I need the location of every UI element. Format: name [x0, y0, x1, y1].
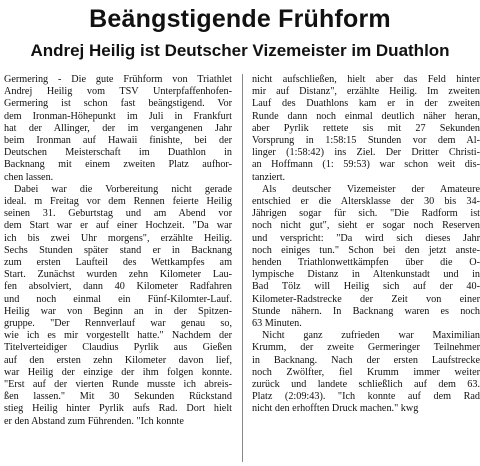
article-line: zum ersten Laufteil des Wettkampfes am — [4, 257, 232, 269]
article-line: mir auf Distanz", erzählte Heilig. Im zweiten — [252, 86, 480, 98]
article-line: an Hoffmann (1: 59:53) war schon weit dis- — [252, 159, 480, 171]
article-line: Stunde nähern. In Backnang waren es noch — [252, 305, 480, 317]
article-line: in Backnang. Nach der ersten Laufstrecke — [252, 354, 480, 366]
article-line: ideal. m Freitag vor dem Rennen feierte Heilig — [4, 196, 232, 208]
article-line: ich bis zwei Uhr morgens", erzählte Heilig. — [4, 232, 232, 244]
article-line: Bad Tölz will Heilig sich auf der 40- — [252, 281, 480, 293]
article-line: fen absolviert, dann 40 Kilometer Radfahren — [4, 281, 232, 293]
article-line: und verspricht: "Da wird sich dieses Jahr — [252, 232, 480, 244]
article-line: wie ich es mir vorgestellt hatte." Nachdem der — [4, 330, 232, 342]
article-line: linger (1:58:42) ins Ziel. Der Dritter Christi- — [252, 147, 480, 159]
article-line: Sechs Stunden später stand er in Backnang — [4, 244, 232, 256]
article-column-left — [4, 74, 232, 428]
article-line: entschied er die Altersklasse der 30 bis 34- — [252, 196, 480, 208]
article-line: Vorsprung in 1:58:15 Stunden vor dem Al- — [252, 135, 480, 147]
article-line: stieg Heilig hinter Pyrlik aufs Rad. Dort hielt — [4, 403, 232, 415]
article-line: dem Start war er auf einer Hochzeit. "Da war — [4, 220, 232, 232]
article-line: Germering - Die gute Frühform von Triathlet — [4, 74, 232, 85]
article-line: tanziert. — [252, 171, 286, 183]
article-line: nicht aufschließen, hielt aber das Feld hinter — [252, 74, 480, 85]
article-line: aber Pyrlik rettete sis mit 27 Sekunden — [252, 122, 480, 134]
article-line: Backnang mit einem zweiten Platz aufhor- — [4, 159, 232, 171]
article-line: Runde dann noch einmal deutlich näher heran, — [252, 110, 480, 122]
article-line: auf den ersten zehn Kilometer davon lief, — [4, 354, 232, 366]
article-line: henden Triathlonwettkämpfen über die O- — [252, 257, 480, 269]
article-line: Andrej Heilig vom TSV Unterpfaffenhofen- — [4, 86, 232, 98]
article-line: Deutschen Meisterschaft im Duathlon in — [4, 147, 232, 159]
article-line: Lauf des Duathlons kam er in der zweiten — [252, 98, 480, 110]
article-line: Heilig war von Beginn an in der Spitzen- — [4, 305, 232, 317]
article-line: Dabei war die Vorbereitung nicht gerade — [14, 183, 232, 195]
article-line: noch Zwölfter, fiel Krumm immer weiter — [252, 366, 480, 378]
article-line: noch einiges tun." Schon bei den jetzt anste- — [252, 244, 480, 256]
article-line: ßen lassen." Mit 30 Sekunden Rückstand — [4, 391, 232, 403]
article-line: noch nicht gut", sieht er sogar noch Reserven — [252, 220, 480, 232]
headline: Beängstigende Frühform — [89, 5, 391, 33]
article-line: hat der Allinger, der im vergangenen Jahr — [4, 122, 232, 134]
article-line: dem Ironman-Höhepunkt im Juli in Frankfurt — [4, 110, 232, 122]
article-line: Germering ist schon fast beängstigend. Vor — [4, 98, 232, 110]
article-line: "Erst auf der vierten Runde musste ich abreis- — [4, 379, 232, 391]
article-line: 63 Minuten. — [252, 318, 302, 330]
article-line: war Heilig der einzige der ihm folgen konnte. — [4, 366, 232, 378]
article-line: gruppe. "Der Rennverlauf war genau so, — [4, 318, 232, 330]
article-line: seinen 31. Geburtstag und am Abend vor — [4, 208, 232, 220]
article-line: Platz (2:09:43). "Ich konnte auf dem Rad — [252, 391, 480, 403]
article-column-right — [252, 74, 480, 416]
article-line: er den Abstand zum Führenden. "Ich konnte — [4, 415, 184, 427]
article-line: Krumm, der zweite Germeringer Teilnehmer — [252, 342, 480, 354]
article-line: und noch einmal ein Fünf-Kilomter-Lauf. — [4, 293, 232, 305]
column-divider — [242, 74, 243, 462]
article-line: Kilometer-Radstrecke der Zeit von einer — [252, 293, 480, 305]
article-line: Start. Zunächst wurden zehn Kilometer Lau- — [4, 269, 232, 281]
article-line: lympische Distanz in Altenkunstadt und in — [252, 269, 480, 281]
article-line: Als deutscher Vizemeister der Amateure — [262, 183, 480, 195]
article-line: chen lassen. — [4, 171, 54, 183]
article-line: Nicht ganz zufrieden war Maximilian — [262, 330, 480, 342]
article-line: beim Ironman auf Hawaii finishte, bei der — [4, 135, 232, 147]
article-line: nicht den erhofften Druck machen." kwg — [252, 403, 419, 415]
subheadline: Andrej Heilig ist Deutscher Vizemeister im Duathlon — [30, 41, 450, 60]
article-line: Titelverteidiger Claudius Pyrlik aus Gießen — [4, 342, 232, 354]
article-line: zurück und landete schließlich auf dem 63. — [252, 379, 480, 391]
article-line: Jährigen sogar für sich. "Die Radform ist — [252, 208, 480, 220]
